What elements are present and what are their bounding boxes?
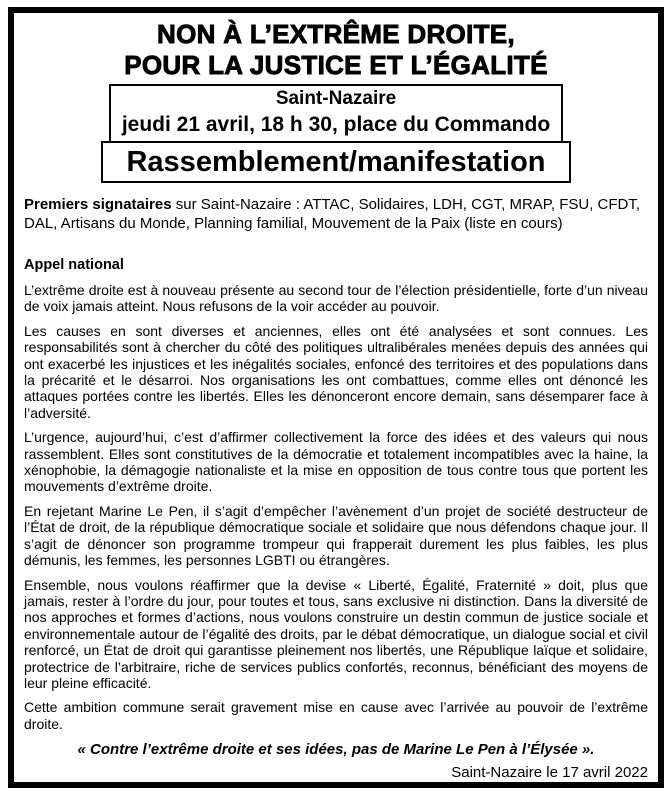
event-type-box	[101, 141, 571, 183]
event-city: Saint-Nazaire	[275, 88, 397, 109]
headline	[24, 19, 648, 81]
signatories-text: sur Saint-Nazaire : ATTAC, Solidaires, LDH, CGT, MRAP, FSU, CFDT, DAL, Artisans du Monde, Planning familial, Mouvement de la Paix (liste en cours)	[24, 196, 641, 232]
slogan-quote: « Contre l’extrême droite et ses idées, pas de Marine Le Pen à l’Élysée ».	[77, 741, 595, 759]
dateline: Saint-Nazaire le 17 avril 2022	[451, 764, 648, 782]
appeal-paragraph-5: Ensemble, nous voulons réaffirmer que la devise « Liberté, Égalité, Fraternité » doit, plus que jamais, rester à l’ordre du jour, pour toutes et tous, sans exclusive ni distinction. Dans la diversité de nos approches et formes d’actions, nous voulons construire un destin commun de justice sociale et environnementale autour de l’égalité des droits, par le débat démocratique, un dialogue social et civil renforcé, un État de droit qui garantisse pleinement nos libertés, une République laïque et solidaire, protectrice de l’arbitraire, riche de services publics confortés, reconnus, bénéficiant des moyens de leur pleine efficacité.	[24, 576, 648, 691]
signatories-label: Premiers signataires	[24, 196, 172, 213]
event-type-label: Rassemblement/manifestation	[126, 146, 546, 178]
event-datetime-place: jeudi 21 avril, 18 h 30, place du Commando	[121, 113, 551, 136]
signatories-paragraph	[24, 195, 648, 233]
appeal-paragraph-6: Cette ambition commune serait gravement mise en cause avec l’arrivée au pouvoir de l’extrême droite.	[24, 699, 648, 732]
appeal-heading: Appel national	[24, 257, 124, 273]
appeal-paragraph-1: L’extrême droite est à nouveau présente au second tour de l’élection présidentielle, forte d’un niveau de voix jamais atteint. Nous refusons de la voir accéder au pouvoir.	[24, 282, 648, 315]
appeal-paragraph-4: En rejetant Marine Le Pen, il s’agit d’empêcher l’avènement d’un projet de société destructeur de l’État de droit, de la république démocratique sociale et solidaire que nous défendons chaque jour. Il s’agit de dénoncer son programme trompeur qui frapperait durement les plus faibles, les plus démunis, les femmes, les personnes LGBTI ou étrangères.	[24, 502, 648, 569]
headline-line2: POUR LA JUSTICE ET L’ÉGALITÉ	[124, 50, 548, 80]
poster-frame	[8, 7, 664, 788]
headline-line1: NON À L’EXTRÊME DROITE,	[157, 19, 515, 49]
event-details-box	[109, 84, 563, 144]
appeal-paragraph-2: Les causes en sont diverses et anciennes, elles ont été analysées et sont connues. Les responsabilités sont à chercher du côté des politiques ultralibérales menées depuis des années qui ont exacerbé les injustices et les inégalités sociales, enfoncé des territoires et des populations dans la précarité et le désarroi. Nos organisations les ont combattues, comme elles ont dénoncé les attaques portées contre les libertés. Elles les dénonceront encore demain, sans désemparer face à l’adversité.	[24, 322, 648, 421]
appeal-paragraph-3: L’urgence, aujourd’hui, c’est d’affirmer collectivement la force des idées et des valeurs qui nous rassemblent. Elles sont constitutives de la démocratie et totalement incompatibles avec la haine, la xénophobie, la démagogie nationaliste et la mise en opposition de tous contre tous que portent les mouvements d’extrême droite.	[24, 429, 648, 495]
